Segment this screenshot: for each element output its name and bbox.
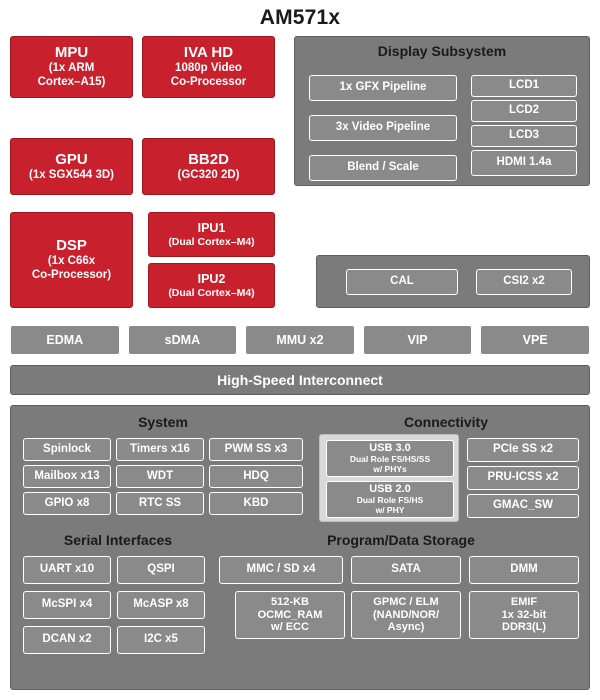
chip-emif[interactable] <box>469 591 579 639</box>
serial-heading: Serial Interfaces <box>63 532 173 548</box>
block-ipu2[interactable] <box>148 263 275 308</box>
chip-timers[interactable]: Timers x16 <box>116 438 204 461</box>
block-mpu-sub1: (1x ARM <box>48 62 95 75</box>
system-heading: System <box>138 414 188 430</box>
chip-usb20-title: USB 2.0 <box>369 483 411 496</box>
block-ipu1[interactable] <box>148 212 275 257</box>
block-bb2d[interactable] <box>142 138 275 195</box>
chip-emif-l1: EMIF <box>510 596 538 609</box>
chip-usb20[interactable] <box>326 481 454 518</box>
chip-mmu[interactable]: MMU x2 <box>245 325 355 355</box>
chip-dcan[interactable]: DCAN x2 <box>23 626 111 654</box>
panel-display-subsystem <box>294 36 590 186</box>
block-ipu1-sub1: (Dual Cortex–M4) <box>168 235 255 248</box>
chip-gpmc-elm[interactable] <box>351 591 461 639</box>
storage-heading: Program/Data Storage <box>327 532 475 548</box>
block-ipu1-title: IPU1 <box>197 220 226 235</box>
chip-usb30-sub2: w/ PHYs <box>373 463 407 474</box>
chip-gfx-pipeline[interactable]: 1x GFX Pipeline <box>309 75 457 101</box>
block-iva-hd-sub1: 1080p Video <box>175 62 242 75</box>
chip-spinlock[interactable]: Spinlock <box>23 438 111 461</box>
high-speed-interconnect[interactable]: High-Speed Interconnect <box>10 365 590 395</box>
chip-hdmi[interactable]: HDMI 1.4a <box>471 150 577 176</box>
chip-video-pipeline[interactable]: 3x Video Pipeline <box>309 115 457 141</box>
block-mpu-sub2: Cortex–A15) <box>37 76 106 88</box>
block-gpu-title: GPU <box>55 150 88 168</box>
block-gpu[interactable] <box>10 138 133 195</box>
chip-csi2[interactable]: CSI2 x2 <box>476 269 572 295</box>
chip-pru-icss[interactable]: PRU-ICSS x2 <box>467 466 579 490</box>
chip-sdma[interactable]: sDMA <box>128 325 238 355</box>
chip-gpio[interactable]: GPIO x8 <box>23 492 111 515</box>
panel-capture <box>316 255 590 308</box>
chip-kbd[interactable]: KBD <box>209 492 303 515</box>
block-bb2d-title: BB2D <box>188 150 229 168</box>
chip-i2c[interactable]: I2C x5 <box>117 626 205 654</box>
chip-edma[interactable]: EDMA <box>10 325 120 355</box>
block-dsp-sub2: Co-Processor) <box>31 269 112 281</box>
chip-vpe[interactable]: VPE <box>480 325 590 355</box>
block-gpu-sub1: (1x SGX544 3D) <box>28 168 114 181</box>
panel-peripherals <box>10 405 590 690</box>
chip-hdq[interactable]: HDQ <box>209 465 303 488</box>
chip-mcasp[interactable]: McASP x8 <box>117 591 205 619</box>
chip-pcie-ss[interactable]: PCIe SS x2 <box>467 438 579 462</box>
chip-cal[interactable]: CAL <box>346 269 458 295</box>
block-iva-hd-sub2: Co-Processor <box>170 76 247 88</box>
display-subsystem-heading: Display Subsystem <box>377 43 507 59</box>
chip-ocmc-ram-l2: OCMC_RAM <box>257 608 323 621</box>
block-ipu2-title: IPU2 <box>197 271 226 286</box>
chip-usb30[interactable] <box>326 440 454 477</box>
chip-usb30-title: USB 3.0 <box>369 442 411 455</box>
chip-qspi[interactable]: QSPI <box>117 556 205 584</box>
chip-usb30-sub1: Dual Role FS/HS/SS <box>349 454 431 465</box>
block-mpu[interactable] <box>10 36 133 98</box>
chip-gpmc-elm-l2: (NAND/NOR/ <box>373 608 439 621</box>
chip-lcd1[interactable]: LCD1 <box>471 75 577 97</box>
chip-gmac-sw[interactable]: GMAC_SW <box>467 494 579 518</box>
block-iva-hd-title: IVA HD <box>183 44 234 62</box>
chip-mailbox[interactable]: Mailbox x13 <box>23 465 111 488</box>
chip-emif-l3: DDR3(L) <box>502 621 546 634</box>
chip-ocmc-ram[interactable] <box>235 591 345 639</box>
chip-dmm[interactable]: DMM <box>469 556 579 584</box>
block-iva-hd[interactable] <box>142 36 275 98</box>
chip-gpmc-elm-l1: GPMC / ELM <box>373 596 439 609</box>
block-mpu-title: MPU <box>54 44 89 62</box>
chip-wdt[interactable]: WDT <box>116 465 204 488</box>
chip-ocmc-ram-l1: 512-KB <box>271 596 309 609</box>
chip-gpmc-elm-l3: Async) <box>387 621 425 634</box>
block-bb2d-sub1: (GC320 2D) <box>177 168 240 181</box>
block-dsp[interactable] <box>10 212 133 308</box>
chip-uart[interactable]: UART x10 <box>23 556 111 584</box>
chip-lcd2[interactable]: LCD2 <box>471 100 577 122</box>
chip-blend-scale[interactable]: Blend / Scale <box>309 155 457 181</box>
chip-mcspi[interactable]: McSPI x4 <box>23 591 111 619</box>
chip-ocmc-ram-l3: w/ ECC <box>271 621 309 634</box>
block-dsp-title: DSP <box>56 237 87 255</box>
block-ipu2-sub1: (Dual Cortex–M4) <box>168 286 255 299</box>
chip-emif-l2: 1x 32-bit <box>501 608 547 621</box>
dma-row <box>10 325 590 355</box>
chip-sata[interactable]: SATA <box>351 556 461 584</box>
chip-usb20-sub1: Dual Role FS/HS <box>356 495 424 506</box>
chip-usb20-sub2: w/ PHY <box>375 504 405 515</box>
chip-rtc-ss[interactable]: RTC SS <box>116 492 204 515</box>
connectivity-heading: Connectivity <box>403 414 488 430</box>
chip-pwm-ss[interactable]: PWM SS x3 <box>209 438 303 461</box>
chip-mmc-sd[interactable]: MMC / SD x4 <box>219 556 343 584</box>
chip-lcd3[interactable]: LCD3 <box>471 125 577 147</box>
page-title: AM571x <box>259 6 341 29</box>
chip-vip[interactable]: VIP <box>363 325 473 355</box>
usb-group <box>319 434 459 522</box>
block-dsp-sub1: (1x C66x <box>47 255 96 268</box>
